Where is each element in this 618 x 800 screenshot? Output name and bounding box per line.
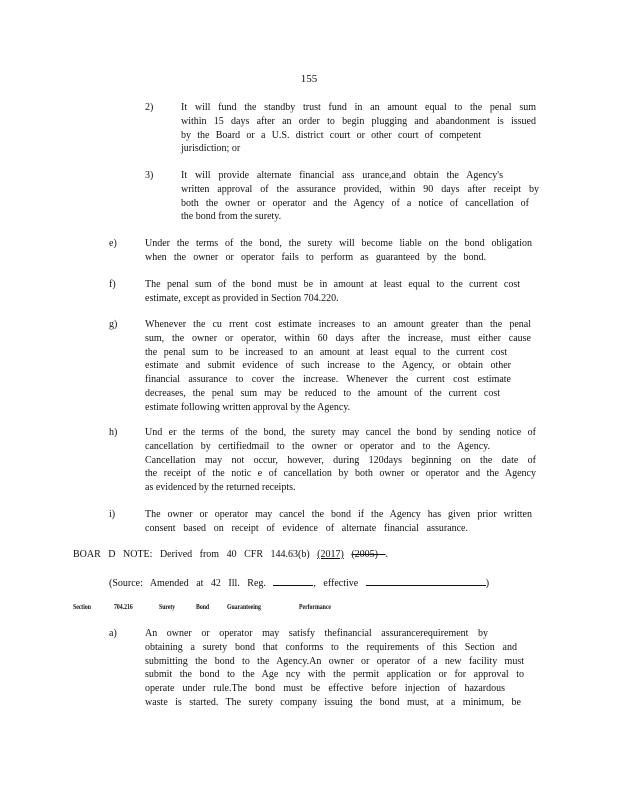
- text-line: financial assurance to cover the increase. Whenever the current cost estimate: [145, 374, 511, 386]
- text-line: Whenever the cu rrent cost estimate increases to an amount greater than the penal: [145, 319, 531, 330]
- section-title-word: Surety: [159, 603, 176, 611]
- text-line: by the Board or a U.S. district court or other court of competent: [181, 129, 481, 141]
- text-line: decreases, the penal sum may be reduced to the amount of the current cost: [145, 387, 500, 399]
- text-line: Und er the terms of the bond, the surety may cancel the bond by sending notice of: [145, 427, 536, 438]
- text-line: obtaining a surety bond that conforms to the requirements of this Section and: [145, 641, 517, 653]
- text-line: written approval of the assurance provided, within 90 days after receipt by: [181, 183, 539, 195]
- item-label-h: h): [109, 427, 118, 438]
- text-line: jurisdiction; or: [181, 143, 241, 155]
- text-line: operate under rule.The bond must be effective before injection of hazardous: [145, 683, 505, 695]
- item-3-text: [181, 169, 539, 224]
- source-reg-blank: [273, 575, 313, 586]
- source-effective-blank: [366, 575, 486, 586]
- text-line: when the owner or operator fails to perform as guaranteed by the bond.: [145, 251, 486, 263]
- section-title-word: Performance: [299, 603, 331, 611]
- board-note: [73, 548, 388, 562]
- text-line: The penal sum of the bond must be in amount at least equal to the current cost: [145, 279, 520, 290]
- item-i-text: [145, 508, 532, 536]
- text-line: within 15 days after an order to begin plugging and abandonment is issued: [181, 115, 536, 127]
- item-h-text: [145, 426, 536, 495]
- section-title-word: Bond: [196, 603, 210, 611]
- text-line: It will fund the standby trust fund in an amount equal to the penal sum: [181, 102, 536, 113]
- text-line: the receipt of the notic e of cancellation by both owner or operator and the Agency: [145, 468, 536, 480]
- text-line: the bond from the surety.: [181, 211, 282, 223]
- board-note-tail: .: [385, 549, 388, 560]
- text-line: estimate, except as provided in Section 704.220.: [145, 292, 339, 304]
- text-line: the penal sum to be increased to an amount at least equal to the current cost: [145, 346, 507, 358]
- source-line: [109, 575, 489, 591]
- item-2-text: [181, 101, 536, 156]
- text-line: cancellation by certifiedmail to the owner or operator and to the Agency.: [145, 440, 490, 452]
- text-line: consent based on receipt of evidence of alternate financial assurance.: [145, 522, 468, 534]
- text-line: Under the terms of the bond, the surety will become liable on the bond obligation: [145, 238, 532, 249]
- source-prefix: (Source: Amended at 42 Ill. Reg.: [109, 578, 266, 589]
- text-line: submit the bond to the Age ncy with the permit application or for approval to: [145, 669, 524, 681]
- text-line: submitting the bond to the Agency.An owner or operator of a new facility must: [145, 655, 524, 667]
- item-e-text: [145, 237, 532, 265]
- board-note-added: (2017): [317, 549, 344, 560]
- text-line: estimate and submit evidence of such increase to the Agency, or obtain other: [145, 360, 511, 372]
- source-effective: effective: [323, 578, 359, 589]
- board-note-deleted: (2005): [351, 549, 386, 560]
- text-line: as evidenced by the returned receipts.: [145, 482, 296, 494]
- text-line: Cancellation may not occur, however, during 120days beginning on the date of: [145, 454, 536, 466]
- item-f-text: [145, 278, 520, 306]
- text-line: waste is started. The surety company issuing the bond must, at a minimum, be: [145, 696, 521, 708]
- text-line: estimate following written approval by the Agency.: [145, 401, 351, 413]
- page-number: 155: [300, 73, 318, 85]
- item-label-3: 3): [145, 170, 154, 181]
- text-line: The owner or operator may cancel the bond if the Agency has given prior written: [145, 509, 532, 520]
- board-note-prefix: BOAR D NOTE: Derived from 40 CFR 144.63(b): [73, 549, 318, 560]
- source-comma: ,: [313, 578, 316, 589]
- item-g-text: [145, 318, 531, 415]
- text-line: both the owner or operator and the Agency of a notice of cancellation of: [181, 197, 529, 209]
- section-item-a-text: [145, 627, 524, 710]
- section-item-label-a: a): [109, 628, 117, 639]
- section-number: 704.216: [114, 603, 133, 611]
- item-label-2: 2): [145, 102, 154, 113]
- text-line: An owner or operator may satisfy thefinancial assurancerequirement by: [145, 628, 488, 639]
- item-label-i: i): [109, 509, 116, 520]
- text-line: It will provide alternate financial ass urance,and obtain the Agency's: [181, 170, 503, 181]
- section-title-word: Guaranteeing: [227, 603, 261, 611]
- source-close: ): [485, 578, 490, 589]
- item-label-g: g): [109, 319, 118, 330]
- item-label-e: e): [109, 238, 117, 249]
- item-label-f: f): [109, 279, 116, 290]
- text-line: sum, the owner or operator, within 60 days after the increase, must either cause: [145, 332, 531, 344]
- section-word: Section: [73, 603, 91, 611]
